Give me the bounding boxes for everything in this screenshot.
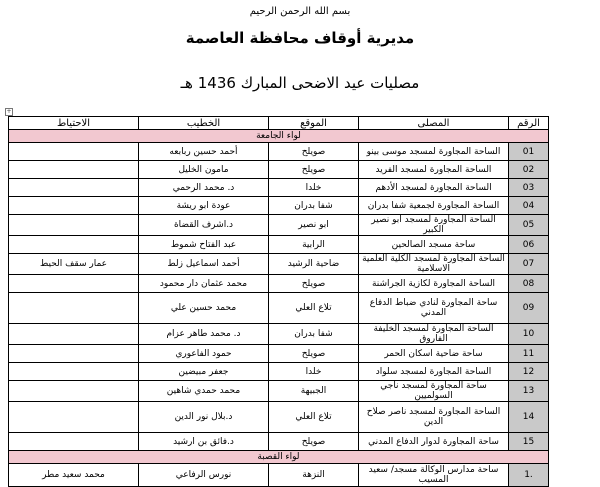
row-location: النزهة [269, 464, 359, 487]
row-number: 15 [509, 433, 549, 451]
table-row [9, 179, 549, 197]
row-preacher: د. محمد طاهر عزام [139, 324, 269, 345]
row-preacher: د.فائق بن ارشيد [139, 433, 269, 451]
row-reserve [9, 381, 139, 402]
row-reserve [9, 345, 139, 363]
table-row [9, 433, 549, 451]
row-venue: الساحة المجاورة لمسجد سلواد [359, 363, 509, 381]
document-title: مصليات عيد الاضحى المبارك 1436 هـ [180, 74, 420, 92]
header-preacher: الخطيب [139, 117, 269, 130]
row-location: تلاع العلي [269, 402, 359, 433]
row-venue: الساحة المجاورة لمسجد الخليفة الفاروق [359, 324, 509, 345]
row-preacher: د. محمد الرحمي [139, 179, 269, 197]
header-venue: المصلى [359, 117, 509, 130]
row-number: 04 [509, 197, 549, 215]
row-preacher: أحمد حسين ربابعه [139, 143, 269, 161]
row-location: الجبيهة [269, 381, 359, 402]
row-preacher: محمد عثمان دار محمود [139, 275, 269, 293]
row-number: 02 [509, 161, 549, 179]
row-number: 06 [509, 236, 549, 254]
row-number: 01 [509, 143, 549, 161]
row-venue: الساحة المجاورة لمسجد موسى بينو [359, 143, 509, 161]
row-preacher: د.بلال نور الدين [139, 402, 269, 433]
row-reserve [9, 402, 139, 433]
row-reserve: محمد سعيد مطر [9, 464, 139, 487]
table-move-handle-icon[interactable]: + [6, 108, 12, 115]
table-row [9, 293, 549, 324]
row-venue: ساحة ضاحية اسكان الحمر [359, 345, 509, 363]
row-venue: ساحة مدارس الوكالة مسجد/ سعيد المسيب [359, 464, 509, 487]
row-preacher: عودة ابو ريشة [139, 197, 269, 215]
row-venue: ساحة مسجد الصالحين [359, 236, 509, 254]
row-number: 11 [509, 345, 549, 363]
row-preacher: أحمد اسماعيل زلط [139, 254, 269, 275]
row-location: شفا بدران [269, 197, 359, 215]
row-preacher: جعفر مبيضين [139, 363, 269, 381]
table-row [9, 345, 549, 363]
table-row [9, 324, 549, 345]
row-location: شفا بدران [269, 324, 359, 345]
row-location: خلدا [269, 363, 359, 381]
row-reserve [9, 143, 139, 161]
table-row [9, 402, 549, 433]
row-preacher: مامون الخليل [139, 161, 269, 179]
row-location: صويلح [269, 345, 359, 363]
prayer-venues-table [8, 116, 549, 487]
row-number: 10 [509, 324, 549, 345]
header-number: الرقم [509, 117, 549, 130]
row-venue: الساحة المجاورة لجمعية شفا بدران [359, 197, 509, 215]
row-preacher: محمد حمدي شاهين [139, 381, 269, 402]
row-venue: الساحة المجاورة لكازية الجراشنة [359, 275, 509, 293]
row-reserve [9, 275, 139, 293]
header-reserve: الاحتياط [9, 117, 139, 130]
row-location: تلاع العلي [269, 293, 359, 324]
row-number: 07 [509, 254, 549, 275]
table-row [9, 275, 549, 293]
row-preacher: نورس الرفاعي [139, 464, 269, 487]
basmala: بسم الله الرحمن الرحيم [249, 6, 351, 17]
row-reserve [9, 197, 139, 215]
row-number: .1 [509, 464, 549, 487]
table-row [9, 464, 549, 487]
row-venue: الساحة المجاورة لمسجد الأدهم [359, 179, 509, 197]
row-venue: ساحة المجاورة لنادي ضباط الدفاع المدني [359, 293, 509, 324]
row-venue: الساحة المجاورة لمسجد ناصر صلاح الدين [359, 402, 509, 433]
table-row [9, 381, 549, 402]
row-location: صويلح [269, 143, 359, 161]
row-location: صويلح [269, 161, 359, 179]
row-number: 05 [509, 215, 549, 236]
row-reserve [9, 363, 139, 381]
row-preacher: محمد حسين علي [139, 293, 269, 324]
row-number: 13 [509, 381, 549, 402]
row-venue: ساحة المجاورة لمسجد ناجي السولميين [359, 381, 509, 402]
row-venue: الساحة المجاورة لمسجد الفريد [359, 161, 509, 179]
row-location: ضاحية الرشيد [269, 254, 359, 275]
table-row [9, 363, 549, 381]
row-location: صويلح [269, 275, 359, 293]
row-venue: الساحة المجاورة لمسجد الكلية العلمية الاسلامية [359, 254, 509, 275]
row-number: 14 [509, 402, 549, 433]
row-reserve [9, 433, 139, 451]
row-preacher: د.اشرف القضاة [139, 215, 269, 236]
table-row [9, 143, 549, 161]
row-preacher: حمود الفاعوري [139, 345, 269, 363]
row-number: 09 [509, 293, 549, 324]
row-reserve [9, 324, 139, 345]
row-venue: الساحة المجاورة لمسجد ابو نصير الكبير [359, 215, 509, 236]
section-qasabah: لواء القصبة [9, 451, 549, 464]
directorate-title: مديرية أوقاف محافظة العاصمة [185, 29, 415, 47]
row-number: 08 [509, 275, 549, 293]
row-reserve [9, 293, 139, 324]
table-row [9, 161, 549, 179]
row-location: الرابية [269, 236, 359, 254]
row-preacher: عبد الفتاح شموط [139, 236, 269, 254]
row-reserve [9, 215, 139, 236]
table-row [9, 197, 549, 215]
row-location: ابو نصير [269, 215, 359, 236]
section-jamiah: لواء الجامعة [9, 130, 549, 143]
row-location: صويلح [269, 433, 359, 451]
row-reserve [9, 161, 139, 179]
row-number: 03 [509, 179, 549, 197]
table-row [9, 254, 549, 275]
row-location: خلدا [269, 179, 359, 197]
table-row [9, 215, 549, 236]
header-location: الموقع [269, 117, 359, 130]
row-reserve [9, 236, 139, 254]
row-reserve [9, 179, 139, 197]
table-row [9, 236, 549, 254]
row-number: 12 [509, 363, 549, 381]
row-venue: ساحة المجاورة لدوار الدفاع المدني [359, 433, 509, 451]
row-reserve: عمار سقف الحيط [9, 254, 139, 275]
